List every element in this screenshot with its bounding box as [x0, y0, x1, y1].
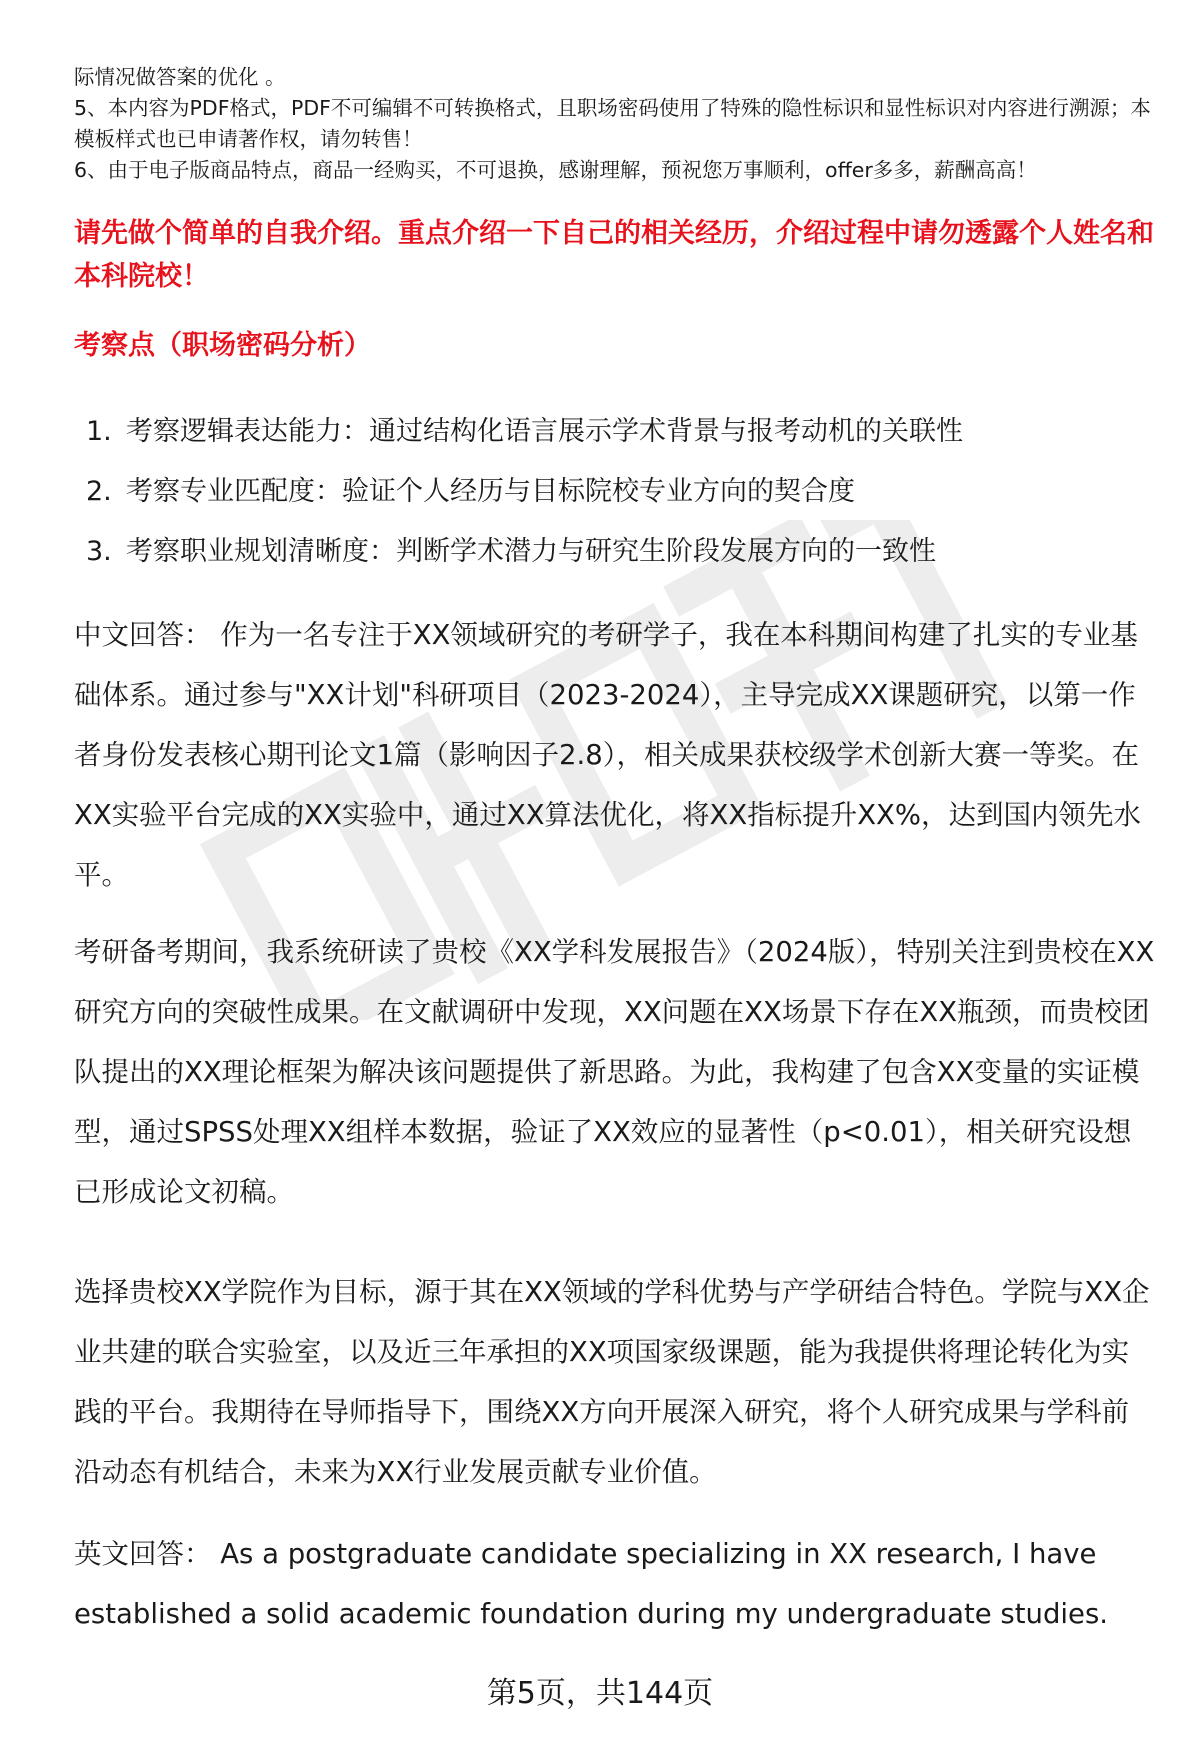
list-number: 2. — [86, 476, 112, 507]
evaluation-points-list — [86, 402, 1166, 582]
answer-paragraph: 中文回答： 作为一名专注于XX领域研究的考研学子，我在本科期间构建了扎实的专业基础体系。通过参与"XX计划"科研项目（2023-2024），主导完成XX课题研究，以第一作者身份发表核心期刊论文1篇（影响因子2.8），相关成果获校级学术创新大赛一等奖。在XX实验平台完成的XX实验中，通过XX算法优化，将XX指标提升XX%，达到国内领先水平。 — [74, 619, 1142, 891]
answer-paragraph: 考研备考期间，我系统研读了贵校《XX学科发展报告》（2024版），特别关注到贵校在XX研究方向的突破性成果。在文献调研中发现，XX问题在XX场景下存在XX瓶颈，而贵校团队提出的XX理论框架为解决该问题提供了新思路。为此，我构建了包含XX变量的实证模型，通过SPSS处理XX组样本数据，验证了XX效应的显著性（p<0.01），相关研究设想已形成论文初稿。 — [74, 936, 1155, 1208]
list-text: 考察逻辑表达能力：通过结构化语言展示学术背景与报考动机的关联性 — [126, 416, 963, 447]
list-number: 1. — [86, 416, 112, 447]
interview-question: 请先做个简单的自我介绍。重点介绍一下自己的相关经历，介绍过程中请勿透露个人姓名和本科院校！ — [74, 218, 1154, 292]
answer-paragraph: 选择贵校XX学院作为目标，源于其在XX领域的学科优势与产学研结合特色。学院与XX企业共建的联合实验室，以及近三年承担的XX项国家级课题，能为我提供将理论转化为实践的平台。我期待在导师指导下，围绕XX方向开展深入研究，将个人研究成果与学科前沿动态有机结合，未来为XX行业发展贡献专业价值。 — [74, 1276, 1150, 1488]
note-line: 5、本内容为PDF格式，PDF不可编辑不可转换格式，且职场密码使用了特殊的隐性标识和显性标识对内容进行溯源；本模板样式也已申请著作权，请勿转售！ — [74, 96, 1151, 151]
list-text: 考察职业规划清晰度：判断学术潜力与研究生阶段发展方向的一致性 — [126, 536, 936, 567]
list-item — [86, 402, 1166, 462]
note-line: 际情况做答案的优化 。 — [74, 65, 286, 89]
list-item — [86, 462, 1166, 522]
note-line: 6、由于电子版商品特点，商品一经购买，不可退换，感谢理解，预祝您万事顺利，offer多多，薪酬高高！ — [74, 158, 1037, 182]
page-number: 第5页，共144页 — [486, 1676, 714, 1711]
answer-paragraph: 英文回答： As a postgraduate candidate specializing in XX research, I have established a solid academic foundation during my undergraduate studies. — [74, 1538, 1109, 1630]
list-text: 考察专业匹配度：验证个人经历与目标院校专业方向的契合度 — [126, 476, 855, 507]
list-number: 3. — [86, 536, 112, 567]
usage-notes — [74, 62, 1164, 186]
list-item — [86, 522, 1166, 582]
points-heading: 考察点（职场密码分析） — [74, 330, 371, 361]
